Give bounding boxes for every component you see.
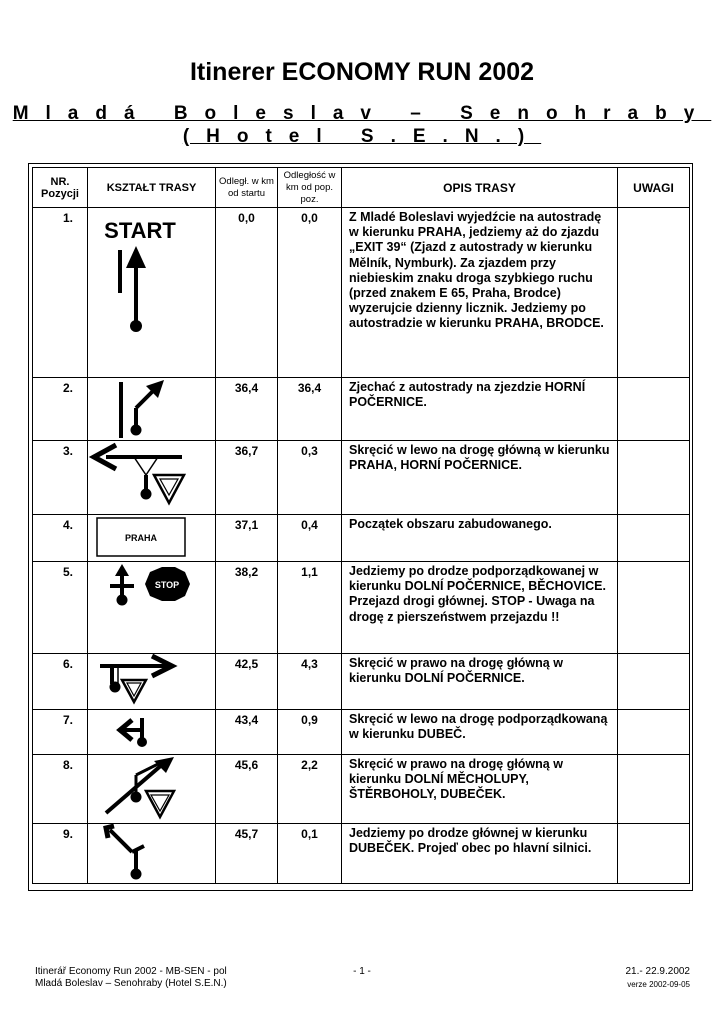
notes-cell — [618, 515, 690, 562]
dist-prev: 36,4 — [278, 378, 342, 441]
follow-main-road-icon — [88, 824, 214, 882]
header-dist-start: Odległ. w km od startu — [216, 168, 278, 208]
row-number: 2. — [33, 378, 88, 441]
notes-cell — [618, 755, 690, 824]
route-shape-left-minor — [88, 710, 216, 755]
itinerary-table — [32, 167, 690, 884]
dist-start: 38,2 — [216, 562, 278, 654]
dist-start: 36,7 — [216, 441, 278, 515]
footer-doc-name: Itinerář Economy Run 2002 - MB-SEN - pol — [35, 966, 227, 977]
route-shape-right-turn — [88, 654, 216, 710]
right-diagonal-give-way-icon — [88, 755, 214, 823]
header-nr: NR. Pozycji — [33, 168, 88, 208]
route-subtitle: Mladá Boleslav – Senohraby — [12, 103, 712, 124]
notes-cell — [618, 562, 690, 654]
town-sign-icon — [88, 515, 214, 561]
notes-cell — [618, 654, 690, 710]
table-row — [33, 654, 690, 710]
dist-prev: 0,4 — [278, 515, 342, 562]
notes-cell — [618, 441, 690, 515]
row-number: 5. — [33, 562, 88, 654]
route-shape-main-road — [88, 824, 216, 884]
route-description: Skręcić w lewo na drogę podporządkowaną w kierunku DUBEČ. — [342, 710, 618, 755]
table-row — [33, 755, 690, 824]
stop-crossing-icon — [88, 562, 214, 652]
dist-prev: 1,1 — [278, 562, 342, 654]
route-description: Jedziemy po drodze głównej w kierunku DUBEČEK. Projeď obec po hlavní silnici. — [342, 824, 618, 884]
dist-start: 42,5 — [216, 654, 278, 710]
start-arrow-icon — [88, 208, 214, 376]
route-description: Skręcić w prawo na drogę główną w kierunku DOLNÍ MĚCHOLUPY, ŠTĚRBOHOLY, DUBEČEK. — [342, 755, 618, 824]
route-description: Z Mladé Boleslavi wyjedźcie na autostradę w kierunku PRAHA, jedziemy aż do zjazdu „EXIT 39“ (Zjazd z autostrady w kierunku Mělník, Nymburk). Za zjazdem przy niebieskim znaku droga szybkiego ruchu (przed znakem E 65, Praha, Brodce) wyzerujcie dzienny licznik. Jedziemy po autostradzie w kierunku PRAHA, BRODCE. — [342, 208, 618, 378]
dist-prev: 0,1 — [278, 824, 342, 884]
right-turn-main-road-icon — [88, 654, 214, 709]
dist-prev: 0,0 — [278, 208, 342, 378]
row-number: 7. — [33, 710, 88, 755]
hotel-subtitle: (Hotel S.E.N.) — [182, 126, 542, 147]
svg-text:STOP: STOP — [154, 580, 180, 590]
table-row — [33, 378, 690, 441]
page-title: Itinerer ECONOMY RUN 2002 — [189, 58, 535, 86]
table-row — [33, 208, 690, 378]
dist-start: 36,4 — [216, 378, 278, 441]
row-number: 3. — [33, 441, 88, 515]
dist-prev: 0,3 — [278, 441, 342, 515]
route-description: Zjechać z autostrady na zjezdzie HORNÍ POČERNICE. — [342, 378, 618, 441]
dist-start: 0,0 — [216, 208, 278, 378]
notes-cell — [618, 378, 690, 441]
route-shape-stop — [88, 562, 216, 654]
dist-prev: 2,2 — [278, 755, 342, 824]
route-description: Skręcić w lewo na drogę główną w kierunku PRAHA, HORNÍ POČERNICE. — [342, 441, 618, 515]
dist-start: 45,6 — [216, 755, 278, 824]
header-dist-prev: Odległość w km od pop. poz. — [278, 168, 342, 208]
left-turn-minor-road-icon — [88, 710, 214, 754]
row-number: 8. — [33, 755, 88, 824]
footer-route: Mladá Boleslav – Senohraby (Hotel S.E.N.) — [35, 978, 227, 989]
route-shape-exit — [88, 378, 216, 441]
row-number: 9. — [33, 824, 88, 884]
footer-date: 21.- 22.9.2002 — [625, 966, 690, 977]
footer-page-number: - 1 - — [353, 966, 371, 977]
dist-start: 37,1 — [216, 515, 278, 562]
table-row — [33, 824, 690, 884]
table-row — [33, 515, 690, 562]
left-turn-give-way-icon — [88, 441, 214, 513]
table-row — [33, 441, 690, 515]
route-shape-left-turn — [88, 441, 216, 515]
dist-prev: 0,9 — [278, 710, 342, 755]
dist-prev: 4,3 — [278, 654, 342, 710]
route-description: Skręcić w prawo na drogę główną w kierunku DOLNÍ POČERNICE. — [342, 654, 618, 710]
notes-cell — [618, 824, 690, 884]
route-description: Jedziemy po drodze podporządkowanej w kierunku DOLNÍ POČERNICE, BĚCHOVICE. Przejazd drogi głównej. STOP - Uwaga na drogę z pierszeństwem przejazdu !! — [342, 562, 618, 654]
route-description: Początek obszaru zabudowanego. — [342, 515, 618, 562]
svg-text:START: START — [104, 218, 176, 243]
footer-version: verze 2002-09-05 — [627, 980, 690, 989]
row-number: 1. — [33, 208, 88, 378]
row-number: 4. — [33, 515, 88, 562]
dist-start: 45,7 — [216, 824, 278, 884]
notes-cell — [618, 208, 690, 378]
header-notes: UWAGI — [618, 168, 690, 208]
row-number: 6. — [33, 654, 88, 710]
notes-cell — [618, 710, 690, 755]
table-row — [33, 710, 690, 755]
svg-text:PRAHA: PRAHA — [124, 533, 158, 543]
header-desc: OPIS TRASY — [342, 168, 618, 208]
exit-right-icon — [88, 378, 214, 440]
route-shape-right-diagonal — [88, 755, 216, 824]
route-shape-town-sign — [88, 515, 216, 562]
header-shape: KSZTAŁT TRASY — [88, 168, 216, 208]
route-shape-start — [88, 208, 216, 378]
table-row — [33, 562, 690, 654]
dist-start: 43,4 — [216, 710, 278, 755]
